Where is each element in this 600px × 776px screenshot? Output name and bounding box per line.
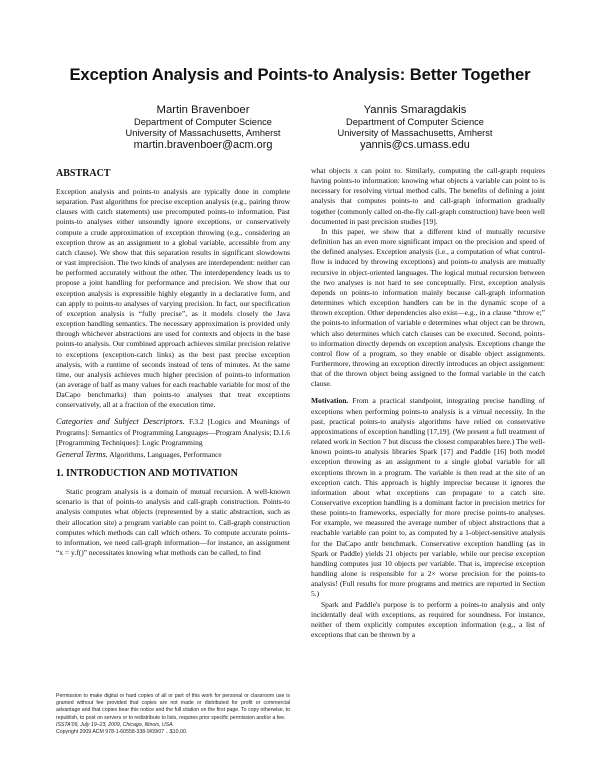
paper-title: Exception Analysis and Points-to Analysis: Better Together [69, 65, 531, 84]
author-email[interactable]: martin.bravenboer@acm.org [133, 139, 273, 151]
categories-paragraph [56, 417, 290, 447]
author-name: Yannis Smaragdakis [363, 104, 467, 116]
left-column [56, 166, 290, 558]
categories-label: Categories and Subject Descriptors. [56, 417, 185, 427]
motivation-label: Motivation. [311, 396, 349, 406]
author-name: Martin Bravenboer [156, 104, 250, 116]
general-terms-label: General Terms. [56, 449, 108, 459]
permission-notice: Permission to make digital or hard copies of all or part of this work for personal or classroom use is granted without fee provided that copies are not made or distributed for profit or commercial advantage and that copies bear this notice and the full citation on the first page. To copy otherwise, to republish, to post on servers or to redistribute to lists, requires prior specific permission and/or a fee. [56, 693, 290, 721]
abstract-heading: ABSTRACT [56, 168, 111, 179]
author-institution: University of Massachusetts, Amherst [125, 128, 281, 138]
right-column [311, 166, 545, 640]
copyright-footnote [56, 693, 290, 736]
abstract-text: Exception analysis and points-to analysis are typically done in complete separation. Past algorithms for precise exception analysis (e.g., pairing throw clauses with catch statements) use precomputed points-to information. Past points-to analyses either unsoundly ignore exceptions, or conservatively compute a crude approximation of exception throwing (e.g., considering an exception throw as an assignment to a global variable, accessible from any catch clause). We show that this separation results in significant slowdowns or vast imprecision. The two kinds of analyses are interdependent: neither can be performed accurately without the other. The interdependency leads us to propose a joint handling for performance and precision. We show that our exception analysis is expressible highly elegantly in a declarative form, and can apply to points-to analyses of varying precision. In fact, our specification of exception analysis is “fully precise”, as it models closely the Java exception handling semantics. The necessary approximation is provided only through whichever abstractions are used for contexts and objects in the base points-to analysis. Our combined approach achieves similar precision relative to exceptions (exception-catch links) as the best past precise exception analysis, with a runtime of seconds instead of tens of minutes. At the same time, our analysis achieves much higher precision of points-to information (an average of half as many values for each reachable variable for most of the DaCapo benchmarks) than points-to analyses that treat exceptions conservatively, all at a fraction of the execution time. [56, 187, 290, 410]
author-department: Department of Computer Science [134, 117, 272, 127]
body-paragraph: In this paper, we show that a different kind of mutually recursive definition has an even more significant impact on the precision and speed of the defined analyses. Exception analysis (i.e., a computation of what control-flow is induced by throwing exceptions) and points-to analysis are mutually recursive in object-oriented languages. The logical mutual recursion between the two analyses is not hard to see conceptually. First, exception analysis depends on points-to information mainly because call-graph information determines which exception handlers can be in the dynamic scope of a thrown exception. Other dependencies also exist—e.g., in a clause “throw e;” the points-to information of variable e determines what object can be thrown, which also determines which catch clauses can be executed. Second, points-to information directly depends on exception analysis. Exceptions change the control flow of a program, so they enable or disable object assignments. Furthermore, throwing an exception directly introduces an object assignment: that of the thrown object being assigned to the formal variable in the catch clause. [311, 226, 545, 389]
author-department: Department of Computer Science [346, 117, 484, 127]
intro-paragraph: Static program analysis is a domain of mutual recursion. A well-known scenario is that of points-to analysis and call-graph construction. Points-to analysis computes what objects (represented by a static abstraction, such as their allocation site) a program variable can point to. Call-graph construction computes which methods can call which others. To compute accurate points-to information, we need call-graph information—for instance, an assignment “x = y.f()” necessitates knowing what methods can be called, to find [56, 487, 290, 557]
motivation-text: From a practical standpoint, integrating precise handling of exceptions when performing points-to analysis is a virtual necessity. In the past, practical points-to analysis algorithms have relied on conservative approximations of exception handling [17,19]. (We present a full treatment of related work in Section 7 but discuss the closest comparables here.) The well-known points-to analysis libraries Spark [17] and Paddle [16] both model exception throwing as an assignment to a single global variable for all exceptions thrown in a program. The variable is then read at the site of an exception catch. This approach is highly imprecise because it ignores the information about what exceptions can propagate to a catch site. Conservative exception handling is a dominant factor in precision metrics for these points-to frameworks, especially for more precise points-to analyses. For example, we measured the average number of object abstractions that a reachable variable can point to, as computed by a 1-object-sensitive analysis for the DaCapo antlr benchmark. Conservative exception handling (as in Spark or Paddle) yields 21 objects per variable, while our precise exception handling computes just 10 objects per variable. That is, imprecise exception handling alone is responsible for a 2× worse precision for the points-to analysis! (Full results for more programs and metrics are reported in Section 5.) [311, 396, 545, 599]
general-terms-paragraph [56, 450, 290, 460]
intro-heading: 1. INTRODUCTION AND MOTIVATION [56, 468, 238, 480]
body-paragraph: Spark and Paddle's purpose is to perform a points-to analysis and only incidentally deal with exceptions, as required for soundness. For instance, neither of them explicitly computes exception information (e.g., a list of exceptions that can be thrown by a [311, 599, 545, 640]
author-institution: University of Massachusetts, Amherst [337, 128, 493, 138]
general-terms-text: Algorithms, Languages, Performance [109, 449, 222, 459]
body-paragraph: what objects x can point to. Similarly, computing the call-graph requires having points-to information: knowing what objects a variable can point to is necessary for resolving virtual method calls. The benefits of defining a joint analysis that computes points-to and call-graph information gradually together (commonly called on-the-fly call-graph construction) have been well documented in past precision studies [19]. [311, 166, 545, 226]
author-email[interactable]: yannis@cs.umass.edu [360, 139, 470, 151]
copyright-line: Copyright 2009 ACM 978-1-60558-338-9/09/07 ...$10.00. [56, 729, 188, 736]
motivation-paragraph [311, 396, 545, 599]
categories-text: F.3.2 [Logics and Meanings of Programs]: Semantics of Programming Languages—Program Analysis; D.1.6 [Programming Techniques]: Logic Programming [56, 417, 290, 447]
author-block [300, 104, 530, 152]
author-block [88, 104, 318, 152]
venue-line: ISSTA'09, July 19–23, 2009, Chicago, Illinois, USA. [56, 721, 174, 728]
